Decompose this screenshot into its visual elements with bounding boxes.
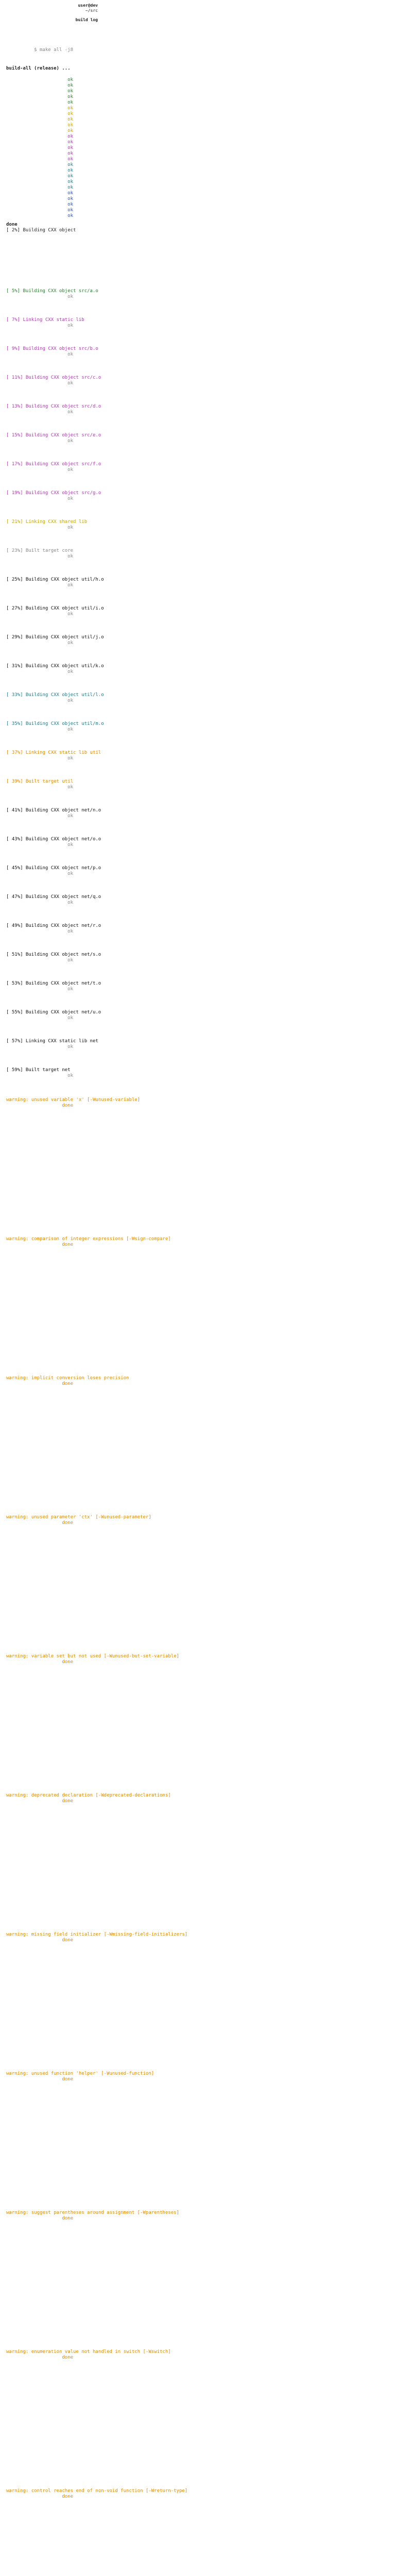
log-entry [6,692,104,704]
status-line: ok [67,77,73,82]
warning-line: warning: variable set but not used [-Wunused-but-set-variable] [6,1654,179,1659]
log-ok-mark: ok [67,669,73,674]
warning-line: warning: unused function 'helper' [-Wunused-function] [6,2071,154,2076]
warning-entry [6,2488,188,2576]
log-line: [ 45%] Building CXX object net/p.o [6,866,101,871]
log-entry [6,866,101,877]
warning-done-mark: done [62,1103,73,1108]
log-line: [ 9%] Building CXX object src/b.o [6,346,98,351]
log-line: [ 33%] Building CXX object util/l.o [6,692,104,698]
log-line: [ 17%] Building CXX object src/f.o [6,462,101,467]
log-entry [6,923,101,935]
log-ok-mark: ok [67,612,73,617]
log-entry [6,519,88,531]
status-line: ok [67,168,73,173]
log-entry [6,837,101,848]
log-line: [ 39%] Built target util [6,779,74,784]
warning-entry [6,1793,171,1932]
log-ok-mark: ok [67,871,73,876]
warning-log [6,1097,188,2576]
warning-entry [6,1932,188,2071]
log-ok-mark: ok [67,438,73,444]
log-entry [6,606,104,617]
log-entry [6,635,104,646]
warning-entry [6,1654,179,1793]
log-line: [ 7%] Linking CXX static lib [6,317,84,323]
status-line: ok [67,185,73,190]
header-path: ~/src [85,8,98,13]
warning-entry [6,2071,154,2210]
warning-line: warning: enumeration value not handled in switch [-Wswitch] [6,2349,171,2354]
warning-done-mark: done [62,1242,73,1247]
warning-done-mark: done [62,2494,73,2499]
log-line: [ 57%] Linking CXX static lib net [6,1039,98,1044]
status-line: ok [67,128,73,133]
log-ok-mark: ok [67,554,73,559]
warning-done-mark: done [62,2216,73,2221]
warning-line: warning: unused parameter 'ctx' [-Wunused-parameter] [6,1515,151,1520]
warning-line: warning: missing field initializer [-Wmissing-field-initializers] [6,1932,188,1937]
log-entry [6,462,101,473]
status-line: ok [67,213,73,218]
warning-done-mark: done [62,2355,73,2360]
build-log [6,289,104,1096]
log-ok-mark: ok [67,410,73,415]
log-ok-mark: ok [67,352,73,357]
warning-entry [6,1097,141,1236]
log-entry [6,548,73,560]
warning-line: warning: control reaches end of non-void function [-Wreturn-type] [6,2488,188,2494]
log-line: [ 19%] Building CXX object src/g.o [6,490,101,496]
status-line: ok [67,196,73,201]
log-entry [6,577,104,588]
warning-done-mark: done [62,2077,73,2082]
status-block [6,77,76,233]
log-ok-mark: ok [67,294,73,299]
log-line: [ 5%] Building CXX object src/a.o [6,289,98,294]
log-line: [ 35%] Building CXX object util/m.o [6,721,104,726]
log-entry [6,346,98,358]
log-line: [ 13%] Building CXX object src/d.o [6,404,101,409]
log-ok-mark: ok [67,987,73,992]
log-ok-mark: ok [67,842,73,848]
warning-done-mark: done [62,1659,73,1665]
log-line: [ 23%] Built target core [6,548,74,553]
warning-line: warning: comparison of integer expressions [-Wsign-compare] [6,1236,171,1242]
session-header [52,3,98,23]
log-line: [ 27%] Building CXX object util/i.o [6,606,104,611]
log-line: [ 25%] Building CXX object util/h.o [6,577,104,582]
log-ok-mark: ok [67,1073,73,1078]
log-entry [6,375,101,386]
warning-done-mark: done [62,1799,73,1804]
log-ok-mark: ok [67,727,73,732]
log-entry [6,952,101,963]
log-ok-mark: ok [67,785,73,790]
build-title-text: build-all (release) ... [6,66,71,71]
log-entry [6,779,73,790]
log-ok-mark: ok [67,323,73,328]
status-line: ok [67,117,73,122]
prompt-text: $ make all -j8 [34,47,73,53]
status-line: ok [67,100,73,105]
log-ok-mark: ok [67,496,73,501]
warning-entry [6,1376,129,1515]
log-entry [6,404,101,415]
log-line: [ 43%] Building CXX object net/o.o [6,837,101,842]
log-ok-mark: ok [67,756,73,761]
status-line: ok [67,134,73,139]
status-line: ok [67,94,73,99]
log-ok-mark: ok [67,525,73,530]
status-line: ok [67,111,73,116]
status-line: ok [67,179,73,184]
status-line: ok [67,106,73,111]
warning-done-mark: done [62,1381,73,1386]
warning-line: warning: deprecated declaration [-Wdeprecated-declarations] [6,1793,171,1798]
header-title: build log [75,18,98,22]
status-line: ok [67,83,73,88]
log-ok-mark: ok [67,814,73,819]
warning-line: warning: suggest parentheses around assignment [-Wparentheses] [6,2210,179,2215]
log-ok-mark: ok [67,640,73,646]
log-ok-mark: ok [67,900,73,905]
log-line: [ 29%] Building CXX object util/j.o [6,635,104,640]
status-line: ok [67,208,73,213]
log-entry [6,894,101,906]
build-title [6,66,73,72]
status-line: ok [67,174,73,179]
status-line: ok [67,162,73,167]
log-ok-mark: ok [67,1044,73,1049]
warning-entry [6,1515,151,1654]
warning-entry [6,2210,179,2349]
log-line: [ 47%] Building CXX object net/q.o [6,894,101,900]
log-entry [6,981,101,992]
log-line: [ 49%] Building CXX object net/r.o [6,923,101,928]
command-prompt[interactable] [6,47,73,53]
warning-line: warning: unused variable 'x' [-Wunused-variable] [6,1097,141,1103]
warning-entry [6,2349,171,2488]
status-line: ok [67,123,73,128]
log-line: [ 55%] Building CXX object net/u.o [6,1010,101,1015]
warning-done-mark: done [62,1520,73,1526]
log-entry [6,750,101,761]
status-done: done [6,222,18,227]
log-entry [6,1067,73,1079]
status-tail: [ 2%] Building CXX object [6,228,76,233]
log-line: [ 59%] Built target net [6,1067,71,1073]
log-line: [ 53%] Building CXX object net/t.o [6,981,101,986]
log-line: [ 37%] Linking CXX static lib util [6,750,101,755]
status-line: ok [67,157,73,162]
log-entry [6,1039,98,1050]
warning-done-mark: done [62,1938,73,1943]
log-entry [6,664,104,675]
header-user: user@dev [78,3,98,8]
log-ok-mark: ok [67,1015,73,1021]
log-line: [ 15%] Building CXX object src/e.o [6,433,101,438]
log-ok-mark: ok [67,583,73,588]
status-line: ok [67,89,73,94]
status-line: ok [67,191,73,196]
log-line: [ 21%] Linking CXX shared lib [6,519,88,524]
log-entry [6,1010,101,1021]
log-entry [6,721,104,733]
log-entry [6,433,101,444]
log-ok-mark: ok [67,467,73,472]
log-line: [ 31%] Building CXX object util/k.o [6,664,104,669]
warning-entry [6,1236,171,1376]
log-ok-mark: ok [67,698,73,703]
log-ok-mark: ok [67,381,73,386]
status-line: ok [67,145,73,150]
log-entry [6,317,84,329]
status-line: ok [67,202,73,207]
log-entry [6,490,101,502]
status-line: ok [67,140,73,145]
log-line: [ 41%] Building CXX object net/n.o [6,808,101,813]
log-ok-mark: ok [67,929,73,934]
log-ok-mark: ok [67,958,73,963]
log-line: [ 11%] Building CXX object src/c.o [6,375,101,380]
log-line: [ 51%] Building CXX object net/s.o [6,952,101,957]
status-line: ok [67,151,73,156]
log-entry [6,289,98,300]
log-entry [6,808,101,819]
warning-line: warning: implicit conversion loses precision [6,1376,129,1381]
